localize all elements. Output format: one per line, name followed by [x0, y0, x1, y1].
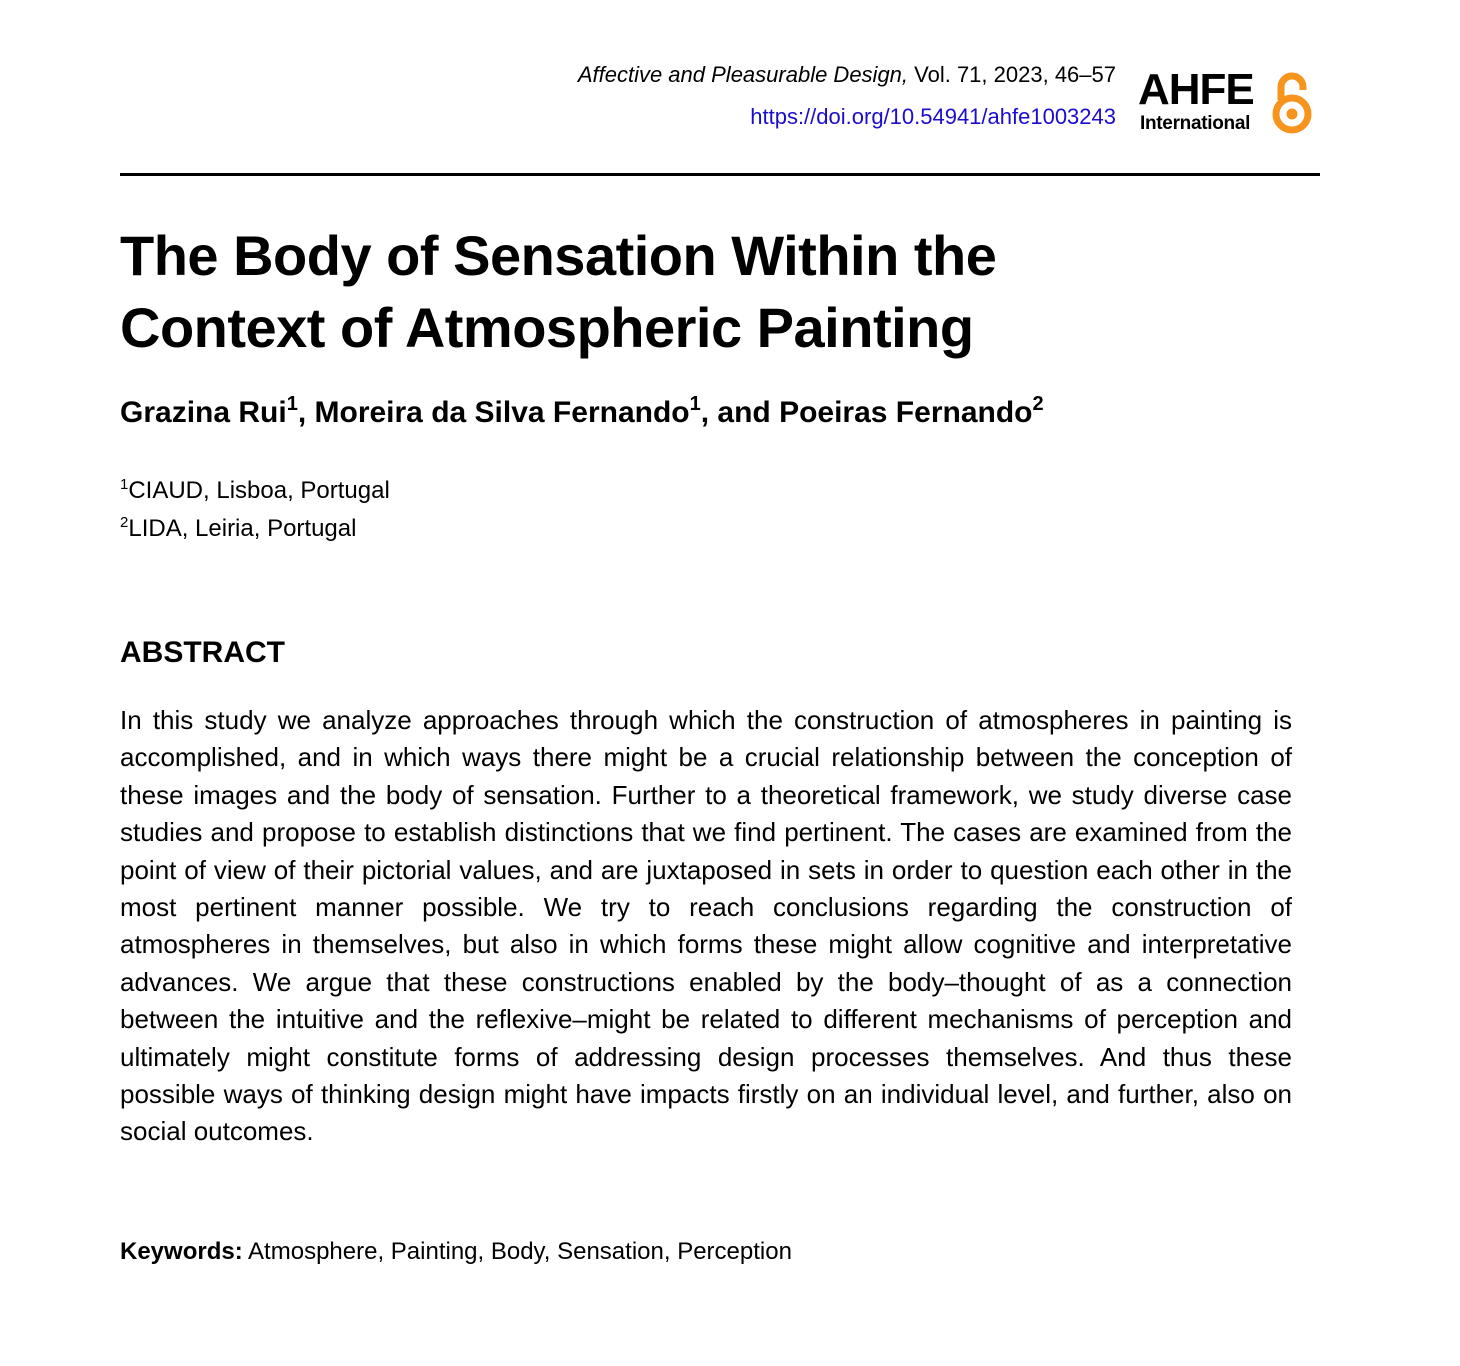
affiliation-list: [120, 472, 390, 548]
author-name: Moreira da Silva Fernando: [314, 396, 690, 429]
title-line-2: Context of Atmospheric Painting: [120, 296, 974, 359]
ahfe-logo: [1138, 65, 1320, 148]
author-name: Grazina Rui: [120, 396, 287, 429]
author-separator: ,: [297, 396, 315, 429]
paper-title: [120, 220, 1320, 364]
affiliation-item: [120, 472, 390, 510]
affiliation-text: CIAUD, Lisboa, Portugal: [128, 477, 390, 504]
journal-citation: [578, 62, 1116, 88]
author-affiliation-mark: 2: [1032, 393, 1044, 415]
keywords: [120, 1238, 792, 1266]
page-header: [120, 56, 1320, 156]
affiliation-mark: 1: [120, 476, 129, 493]
author-affiliation-mark: 1: [689, 393, 701, 415]
logo-subtext: International: [1140, 113, 1251, 134]
affiliation-mark: 2: [120, 514, 129, 531]
keywords-label: Keywords:: [120, 1238, 243, 1265]
journal-name: Affective and Pleasurable Design,: [577, 62, 909, 87]
keywords-list: Atmosphere, Painting, Body, Sensation, Perception: [242, 1238, 792, 1265]
journal-details: Vol. 71, 2023, 46–57: [908, 62, 1116, 87]
header-divider: [120, 173, 1320, 176]
affiliation-text: LIDA, Leiria, Portugal: [128, 515, 357, 542]
abstract-body: In this study we analyze approaches through which the construction of atmospheres in painting is accomplished, and in which ways there might be a crucial relationship between the conception of these images and the body of sensation. Further to a theoretical framework, we study diverse case studies and propose to establish distinctions that we find pertinent. The cases are examined from the point of view of their pictorial values, and are juxtaposed in sets in order to question each other in the most pertinent manner possible. We try to reach conclusions regarding the construction of atmospheres in themselves, but also in which forms these might allow cognitive and interpretative advances. We argue that these constructions enabled by the body–thought of as a connection between the intuitive and the reflexive–might be related to different mechanisms of perception and ultimately might constitute forms of addressing design processes themselves. And thus these possible ways of thinking design might have impacts firstly on an individual level, and further, also on social outcomes.: [120, 705, 1292, 1147]
author-affiliation-mark: 1: [286, 393, 298, 415]
title-line-1: The Body of Sensation Within the: [120, 224, 997, 287]
affiliation-item: [120, 510, 390, 548]
abstract-heading: ABSTRACT: [120, 636, 285, 669]
author-name: Poeiras Fernando: [779, 396, 1033, 429]
author-list: [120, 393, 1044, 430]
author-separator: , and: [700, 396, 780, 429]
open-access-icon: [1270, 70, 1314, 136]
doi-link[interactable]: https://doi.org/10.54941/ahfe1003243: [750, 104, 1116, 129]
logo-text: AHFE: [1138, 65, 1254, 114]
